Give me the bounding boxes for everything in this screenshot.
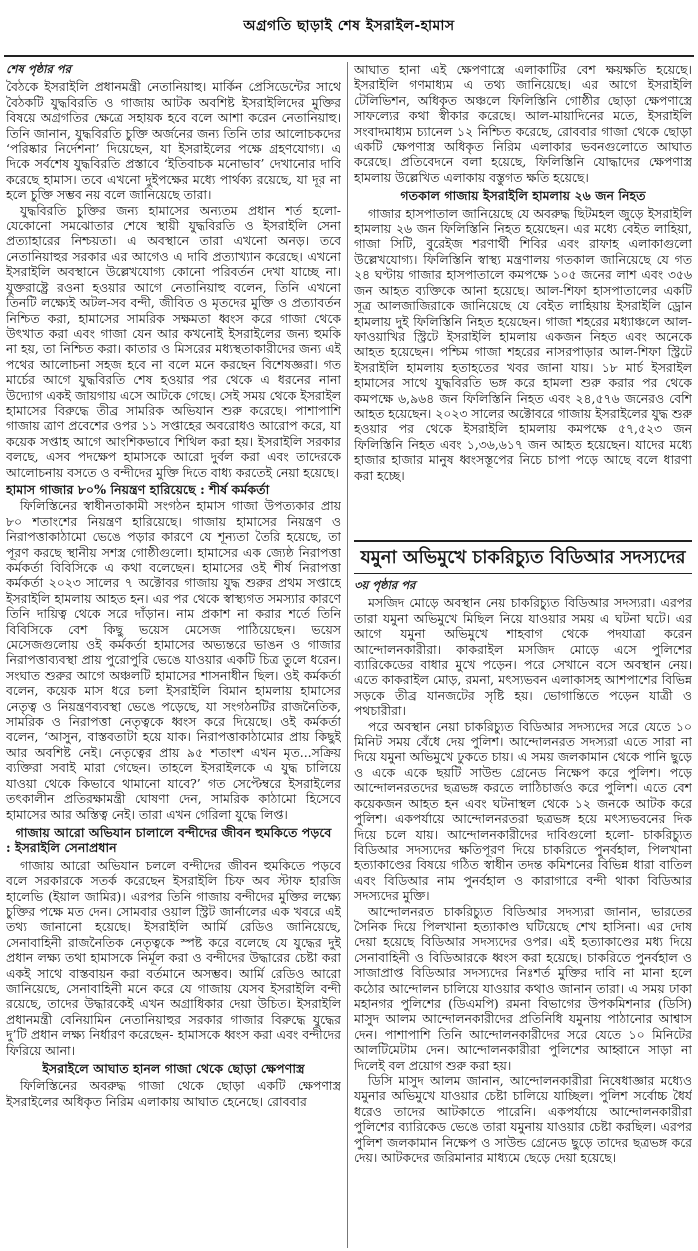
subheading-line: : ইসরাইলি সেনাপ্রধান [6, 840, 117, 856]
left-column [6, 62, 341, 1248]
subheading [6, 825, 341, 856]
subheading-line: গাজায় আরো অভিযান চালালে বন্দীদের জীবন হুমকিতে পড়বে [15, 824, 332, 840]
paragraph: বৈঠকে ইসরাইলি প্রধানমন্ত্রী নেতানিয়াহু। মার্কিন প্রেসিডেন্টের সাথে বৈঠকটি যুদ্ধবিরতি ও গাজায় আটক অবশিষ্ট ইসরাইলিদের মুক্তির বিষয়ে অগ্রগতির ক্ষেত্রে সহায়ক হবে বলে আশা করেন নেতানিয়াহু। তিনি জানান, যুদ্ধবিরতি চুক্তি অর্জনের জন্য তিনি তার আলোচকদের ‘পরিষ্কার নির্দেশনা’ দিয়েছেন, যা ইসরাইলের পক্ষে গ্রহণযোগ্য। এ দিকে সর্বশেষ যুদ্ধবিরতি প্রস্তাবে ‘ইতিবাচক মনোভাব’ দেখানোর দাবি করেছে হামাস। তবে এখনো দুইপক্ষের মধ্যে পার্থক্য রয়েছে, যা দূর না হলে চুক্তি সম্ভব নয় বলে জানিয়েছে তারা। [6, 79, 341, 203]
column-divider [347, 62, 348, 1248]
paragraph: আন্দোলনরত চাকরিচ্যুত বিডিআর সদস্যরা জানান, ভারতের সৈনিক দিয়ে পিলখানা হত্যাকাণ্ড ঘটিয়েছে শেখ হাসিনা। এর দোষ দেয়া হয়েছে বিডিআর সদস্যদের ওপর। এই হত্যাকাণ্ডের মধ্য দিয়ে সেনাবাহিনী ও বিডিআরকে ধ্বংস করা হয়েছে। চাকরিতে পুনর্বহাল ও সাজাপ্রাপ্ত বিডিআর সদস্যদের নিঃশর্ত মুক্তির দাবি না মানা হলে কঠোর আন্দোলন চালিয়ে যাওয়ার কথাও জানান তারা। এ সময় ঢাকা মহানগর পুলিশের (ডিএমপি) রমনা বিভাগের উপকমিশনার (ডিসি) মাসুদ আলম আন্দোলনকারীদের প্রতিনিধি যমুনায় পাঠানোর আশ্বাস দেন। পাশাপাশি তিনি আন্দোলনকারীদের সরে যেতে ১০ মিনিটের আলটিমেটাম দেন। আন্দোলনকারীরা পুলিশের আহ্বানে সাড়া না দিলেই বল প্রয়োগ শুরু করা হয়। [354, 903, 692, 1073]
paragraph: ফিলিস্তিনের স্বাধীনতাকামী সংগঠন হামাস গাজা উপত্যকার প্রায় ৮০ শতাংশের নিয়ন্ত্রণ হারিয়েছে। গাজায় হামাসের নিয়ন্ত্রণ ও নিরাপত্তাকাঠামো ভেঙে পড়ার কারণে যে শূন্যতা তৈরি হয়েছে, তা পূরণ করছে স্থানীয় সশস্ত্র গোষ্ঠীগুলো। হামাসের এক জ্যেষ্ঠ নিরাপত্তা কর্মকর্তা বিবিসিকে এ কথা বলেছেন। হামাসের ওই শীর্ষ নিরাপত্তা কর্মকর্তা ২০২৩ সালের ৭ অক্টোবর গাজায় যুদ্ধ শুরুর প্রথম সপ্তাহে ইসরাইলি হামলায় আহত হন। এর পর থেকে স্বাস্থ্যগত সমস্যার কারণে তিনি দায়িত্ব থেকে সরে দাঁড়ান। নাম প্রকাশ না করার শর্তে তিনি বিবিসিকে বেশ কিছু ভয়েস মেসেজ পাঠিয়েছেন। ভয়েস মেসেজগুলোয় ওই কর্মকর্তা হামাসের অভ্যন্তরে ভাঙন ও গাজার নিরাপত্তাব্যবস্থা প্রায় পুরোপুরি ভেঙে যাওয়ার একটি চিত্র তুলে ধরেন। সংঘাত শুরুর আগে অঞ্চলটি হামাসের শাসনাধীন ছিল। ওই কর্মকর্তা বলেন, কয়েক মাস ধরে চলা ইসরাইলি বিমান হামলায় হামাসের নেতৃত্ব ও নিয়ন্ত্রণব্যবস্থা ভেঙে পড়েছে, যা সংগঠনটির রাজনৈতিক, সামরিক ও নিরাপত্তা নেতৃত্বকে ধ্বংস করে দিয়েছে। ওই কর্মকর্তা বলেন, ‘আসুন, বাস্তবতাটা হয়ে যাক। নিরাপত্তাকাঠামোর প্রায় কিছুই আর অবশিষ্ট নেই। নেতৃত্বের প্রায় ৯৫ শতাংশ এখন মৃত...সক্রিয় ব্যক্তিরা সবাই মারা গেছেন। তাহলে ইসরাইলকে এ যুদ্ধ চালিয়ে যাওয়া থেকে কিভাবে থামানো যাবে?’ গত সেপ্টেম্বরে ইসরাইলের তৎকালীন প্রতিরক্ষামন্ত্রী ঘোষণা দেন, সামরিক কাঠামো হিসেবে হামাসের আর অস্তিত্ব নেই। তারা এখন গেরিলা যুদ্ধে লিপ্ত। [6, 498, 341, 822]
paragraph: গাজায় আরো অভিযান চললে বন্দীদের জীবন হুমকিতে পড়বে বলে সরকারকে সতর্ক করেছেন ইসরাইলি চিফ অব স্টাফ হারজি হালেভি (ইয়াল জামির)। এরপর তিনি গাজায় বন্দীদের মুক্তির লক্ষ্যে চুক্তির পক্ষে মত দেন। সোমবার ওয়াল স্ট্রিট জার্নালের এক খবরে এই তথ্য জানানো হয়েছে। ইসরাইলি আর্মি রেডিও জানিয়েছে, সেনাবাহিনী রাজনৈতিক নেতৃত্বকে স্পষ্ট করে বলেছে যে যুদ্ধের দুই প্রধান লক্ষ্য তথা হামাসকে নির্মূল করা ও বন্দীদের উদ্ধারের চেষ্টা করা একই সাথে বাস্তবায়ন করা বর্তমানে অসম্ভব। আর্মি রেডিও আরো জানিয়েছে, সেনাবাহিনী মনে করে যে গাজায় যেসব ইসরাইলি বন্দী রয়েছে, তাদের উদ্ধারকেই এখন অগ্রাধিকার দেয়া উচিত। ইসরাইলি প্রধানমন্ত্রী বেনিয়ামিন নেতানিয়াহুর সরকার গাজার বিরুদ্ধে যুদ্ধের দু’টি প্রধান লক্ষ্য নির্ধারণ করেছেন- হামাসকে ধ্বংস করা এবং বন্দীদের ফিরিয়ে আনা। [6, 857, 341, 1058]
subheading: হামাস গাজার ৮০% নিয়ন্ত্রণ হারিয়েছে : শীর্ষ কর্মকর্তা [6, 481, 270, 497]
paragraph: মসজিদ মোড়ে অবস্থান নেয় চাকরিচ্যুত বিডিআর সদস্যরা। এরপর তারা যমুনা অভিমুখে মিছিল নিয়ে যাওয়ার সময় এ ঘটনা ঘটে। এর আগে যমুনা অভিমুখে শাহবাগ থেকে পদযাত্রা করেন আন্দোলনকারীরা। কাকরাইল মসজিদ মোড়ে এসে পুলিশের ব্যারিকেডের বাধার মুখে পড়েন। পরে সেখানে বসে অবস্থান নেয়। এতে কাকরাইল মোড়, রমনা, মৎস্যভবন এলাকাসহ আশপাশের বিভিন্ন সড়কে তীব্র যানজটের সৃষ্টি হয়। ভোগান্তিতে পড়েন যাত্রী ও পথচারীরা। [354, 595, 692, 719]
continued-label: ৩য় পৃষ্ঠার পর [354, 578, 416, 592]
right-top-column [354, 62, 692, 532]
paragraph: ডিসি মাসুদ আলম জানান, আন্দোলনকারীরা নিষেধাজ্ঞার মধ্যেও যমুনার অভিমুখে যাওয়ার চেষ্টা চালিয়ে যাচ্ছিল। পুলিশ সর্বোচ্চ ধৈর্য ধরেও তাদের আটকাতে পারেনি। একপর্যায়ে আন্দোলনকারীরা পুলিশের ব্যারিকেড ভেঙে তারা যমুনায় যাওয়ার চেষ্টা করছিল। এরপর পুলিশ জলকামান নিক্ষেপ ও সাউন্ড গ্রেনেড ছুড়ে তাদের ছত্রভঙ্গ করে দেয়। আটকদের জরিমানার মাধ্যমে ছেড়ে দেয়া হয়েছে। [354, 1073, 692, 1166]
paragraph: ফিলিস্তিনের অবরুদ্ধ গাজা থেকে ছোড়া একটি ক্ষেপণাস্ত্র ইসরাইলের অধিকৃত নিরিম এলাকায় আঘাত হেনেছে। রোববার [6, 1078, 341, 1109]
continued-label: শেষ পৃষ্ঠার পর [6, 62, 71, 76]
paragraph: গাজার হাসপাতাল জানিয়েছে যে অবরুদ্ধ ছিটমহল জুড়ে ইসরাইলি হামলায় ২৬ জন ফিলিস্তিনি নিহত হয়েছেন। এর মধ্যে বেইত লাহিয়া, গাজা সিটি, বুরেইজ শরণার্থী শিবির এবং রাফাহ এলাকাগুলো উল্লেখযোগ্য। ফিলিস্তিনি স্বাস্থ্য মন্ত্রণালয় গতকাল জানিয়েছে যে গত ২৪ ঘণ্টায় গাজার হাসপাতালে কমপক্ষে ১০৫ জনের লাশ এবং ৩৫৬ জন আহত ব্যক্তিকে আনা হয়েছে। আল-শিফা হাসপাতালের একটি সূত্র আলজাজিরাকে জানিয়েছে যে বেইত লাহিয়ায় ইসরাইলি ড্রোন হামলায় দুই ফিলিস্তিনি নিহত হয়েছেন। গাজা শহরের মধ্যাঞ্চলে আল-ফাওয়াখির স্ট্রিটে ইসরাইলি হামলায় একজন নিহত এবং অনেকে আহত হয়েছেন। পশ্চিম গাজা শহরের নাসরপাড়ার আল-শিফা স্ট্রিটে ইসরাইলি হামলায় হতাহতের খবর জানা যায়। ১৮ মার্চ ইসরাইল হামাসের সাথে যুদ্ধবিরতি ভঙ্গ করে হামলা শুরু করার পর থেকে কমপক্ষে ৬,৯৬৪ জন ফিলিস্তিনি নিহত এবং ২৪,৫৭৬ জনেরও বেশি আহত হয়েছেন। ২০২৩ সালের অক্টোবরে গাজায় ইসরাইলের যুদ্ধ শুরু হওয়ার পর থেকে ইসরাইলি হামলায় কমপক্ষে ৫৭,৫২৩ জন ফিলিস্তিনি নিহত এবং ১,৩৬,৬১৭ জন আহত হয়েছেন। যাদের মধ্যে হাজার হাজার মানুষ ধ্বংসস্তূপের নিচে চাপা পড়ে আছে বলে ধারণা করা হচ্ছে। [354, 205, 692, 483]
article-headline: যমুনা অভিমুখে চাকরিচ্যুত বিডিআর সদস্যদের [354, 540, 692, 574]
headline-rule [4, 55, 694, 57]
paragraph: যুদ্ধবিরতি চুক্তির জন্য হামাসের অন্যতম প্রধান শর্ত হলো- যেকোনো সমঝোতার শেষে স্থায়ী যুদ্ধবিরতি ও ইসরাইলি সেনা প্রত্যাহারের নিশ্চয়তা। এ অবস্থানে তারা এখনো অনড়। তবে নেতানিয়াহুর সরকার এর আগেও এ দাবি প্রত্যাখ্যান করেছে। এখনো ইসরাইলি অবস্থানে উল্লেখযোগ্য কোনো পরিবর্তন দেখা যাচ্ছে না। যুক্তরাষ্ট্রে রওনা হওয়ার আগে নেতানিয়াহু বলেন, তিনি এখনো তিনটি লক্ষ্যেই অটল-সব বন্দী, জীবিত ও মৃতদের মুক্তি ও প্রত্যাবর্তন নিশ্চিত করা, হামাসের সামরিক সক্ষমতা ধ্বংস করে গাজা থেকে উৎখাত করা এবং গাজা যেন আর কখনোই ইসরাইলের জন্য হুমকি না হয়, তা নিশ্চিত করা। কাতার ও মিসরের মধ্যস্থতাকারীদের জন্য এই পথের আলোচনা সহজ হবে না বলে মনে করছেন বিশেষজ্ঞরা। গত মার্চের আগে যুদ্ধবিরতি শেষ হওয়ার পর থেকে এ ধরনের নানা উদ্যোগ একই জায়গায় এসে আটকে গেছে। সেই সময় থেকে ইসরাইল হামাসের বিরুদ্ধে তীব্র সামরিক অভিযান শুরু করেছে। পাশাপাশি গাজায় ত্রাণ প্রবেশের ওপর ১১ সপ্তাহের অবরোধও আরোপ করে, যা কয়েক সপ্তাহ আগে আংশিকভাবে শিথিল করা হয়। ইসরাইলি সরকার বলছে, এসব পদক্ষেপ হামাসকে আরো দুর্বল করা এবং তাদেরকে আলোচনায় বসতে ও বন্দীদের মুক্তি দিতে বাধ্য করতেই নেয়া হয়েছে। [6, 202, 341, 480]
paragraph: পরে অবস্থান নেয়া চাকরিচ্যুত বিডিআর সদস্যদের সরে যেতে ১০ মিনিট সময় বেঁধে দেয় পুলিশ। আন্দোলনরত সদস্যরা এতে সারা না দিয়ে যমুনা অভিমুখে ঢুকতে চায়। এ সময় জলকামান থেকে পানি ছুড়ে ও একে একে ছয়টি সাউন্ড গ্রেনেড নিক্ষেপ করে পুলিশ। পড়ে আন্দোলনরতদের ছত্রভঙ্গ করতে লাঠিচার্জও করে পুলিশ। এতে বেশ কয়েকজন আহত হন এবং ঘটনাস্থল থেকে ১২ জনকে আটক করে পুলিশ। একপর্যায়ে আন্দোলনরতরা ছত্রভঙ্গ হয়ে মৎস্যভবনের দিক দিয়ে চলে যায়। আন্দোলনকারীদের দাবিগুলো হলো- চাকরিচ্যুত বিডিআর সদস্যদের ক্ষতিপূরণ দিয়ে চাকরিতে পুনর্বহাল, পিলখানা হত্যাকাণ্ডের বিষয়ে গঠিত স্বাধীন তদন্ত কমিশনের বিভিন্ন ধারা বাতিল এবং বিডিআর নাম পুনর্বহাল ও কারাগারে বন্দী থাকা বিডিআর সদস্যদের মুক্তি। [354, 718, 692, 904]
paragraph: আঘাত হানা এই ক্ষেপণাস্ত্রে এলাকাটির বেশ ক্ষয়ক্ষতি হয়েছে। ইসরাইলি গণমাধ্যম এ তথ্য জানিয়েছে। এর আগে ইসরাইলি টেলিভিশন, অধিকৃত অঞ্চলে ফিলিস্তিনি গোষ্ঠীর ছোড়া ক্ষেপণাস্ত্রে সাফল্যের কথা স্বীকার করেছে। আল-মায়াদিনের মতে, ইসরাইলি সংবাদমাধ্যম চ্যানেল ১২ নিশ্চিত করেছে, রোববার গাজা থেকে ছোড়া একটি ক্ষেপণাস্ত্র অধিকৃত নিরিম এলাকার ভবনগুলোতে আঘাত করেছে। প্রতিবেদনে বলা হয়েছে, ফিলিস্তিনি যোদ্ধাদের ক্ষেপণাস্ত্র হামলায় উল্লেখিত এলাকায় বস্তুগত ক্ষতি হয়েছে। [354, 62, 692, 185]
subheading: ইসরাইলে আঘাত হানল গাজা থেকে ছোড়া ক্ষেপণাস্ত্র [42, 1061, 305, 1076]
main-headline: অগ্রগতি ছাড়াই শেষ ইসরাইল-হামাস [243, 18, 455, 34]
right-bottom-article [354, 538, 692, 1248]
subheading: গতকাল গাজায় ইসরাইলি হামলায় ২৬ জন নিহত [400, 188, 646, 204]
